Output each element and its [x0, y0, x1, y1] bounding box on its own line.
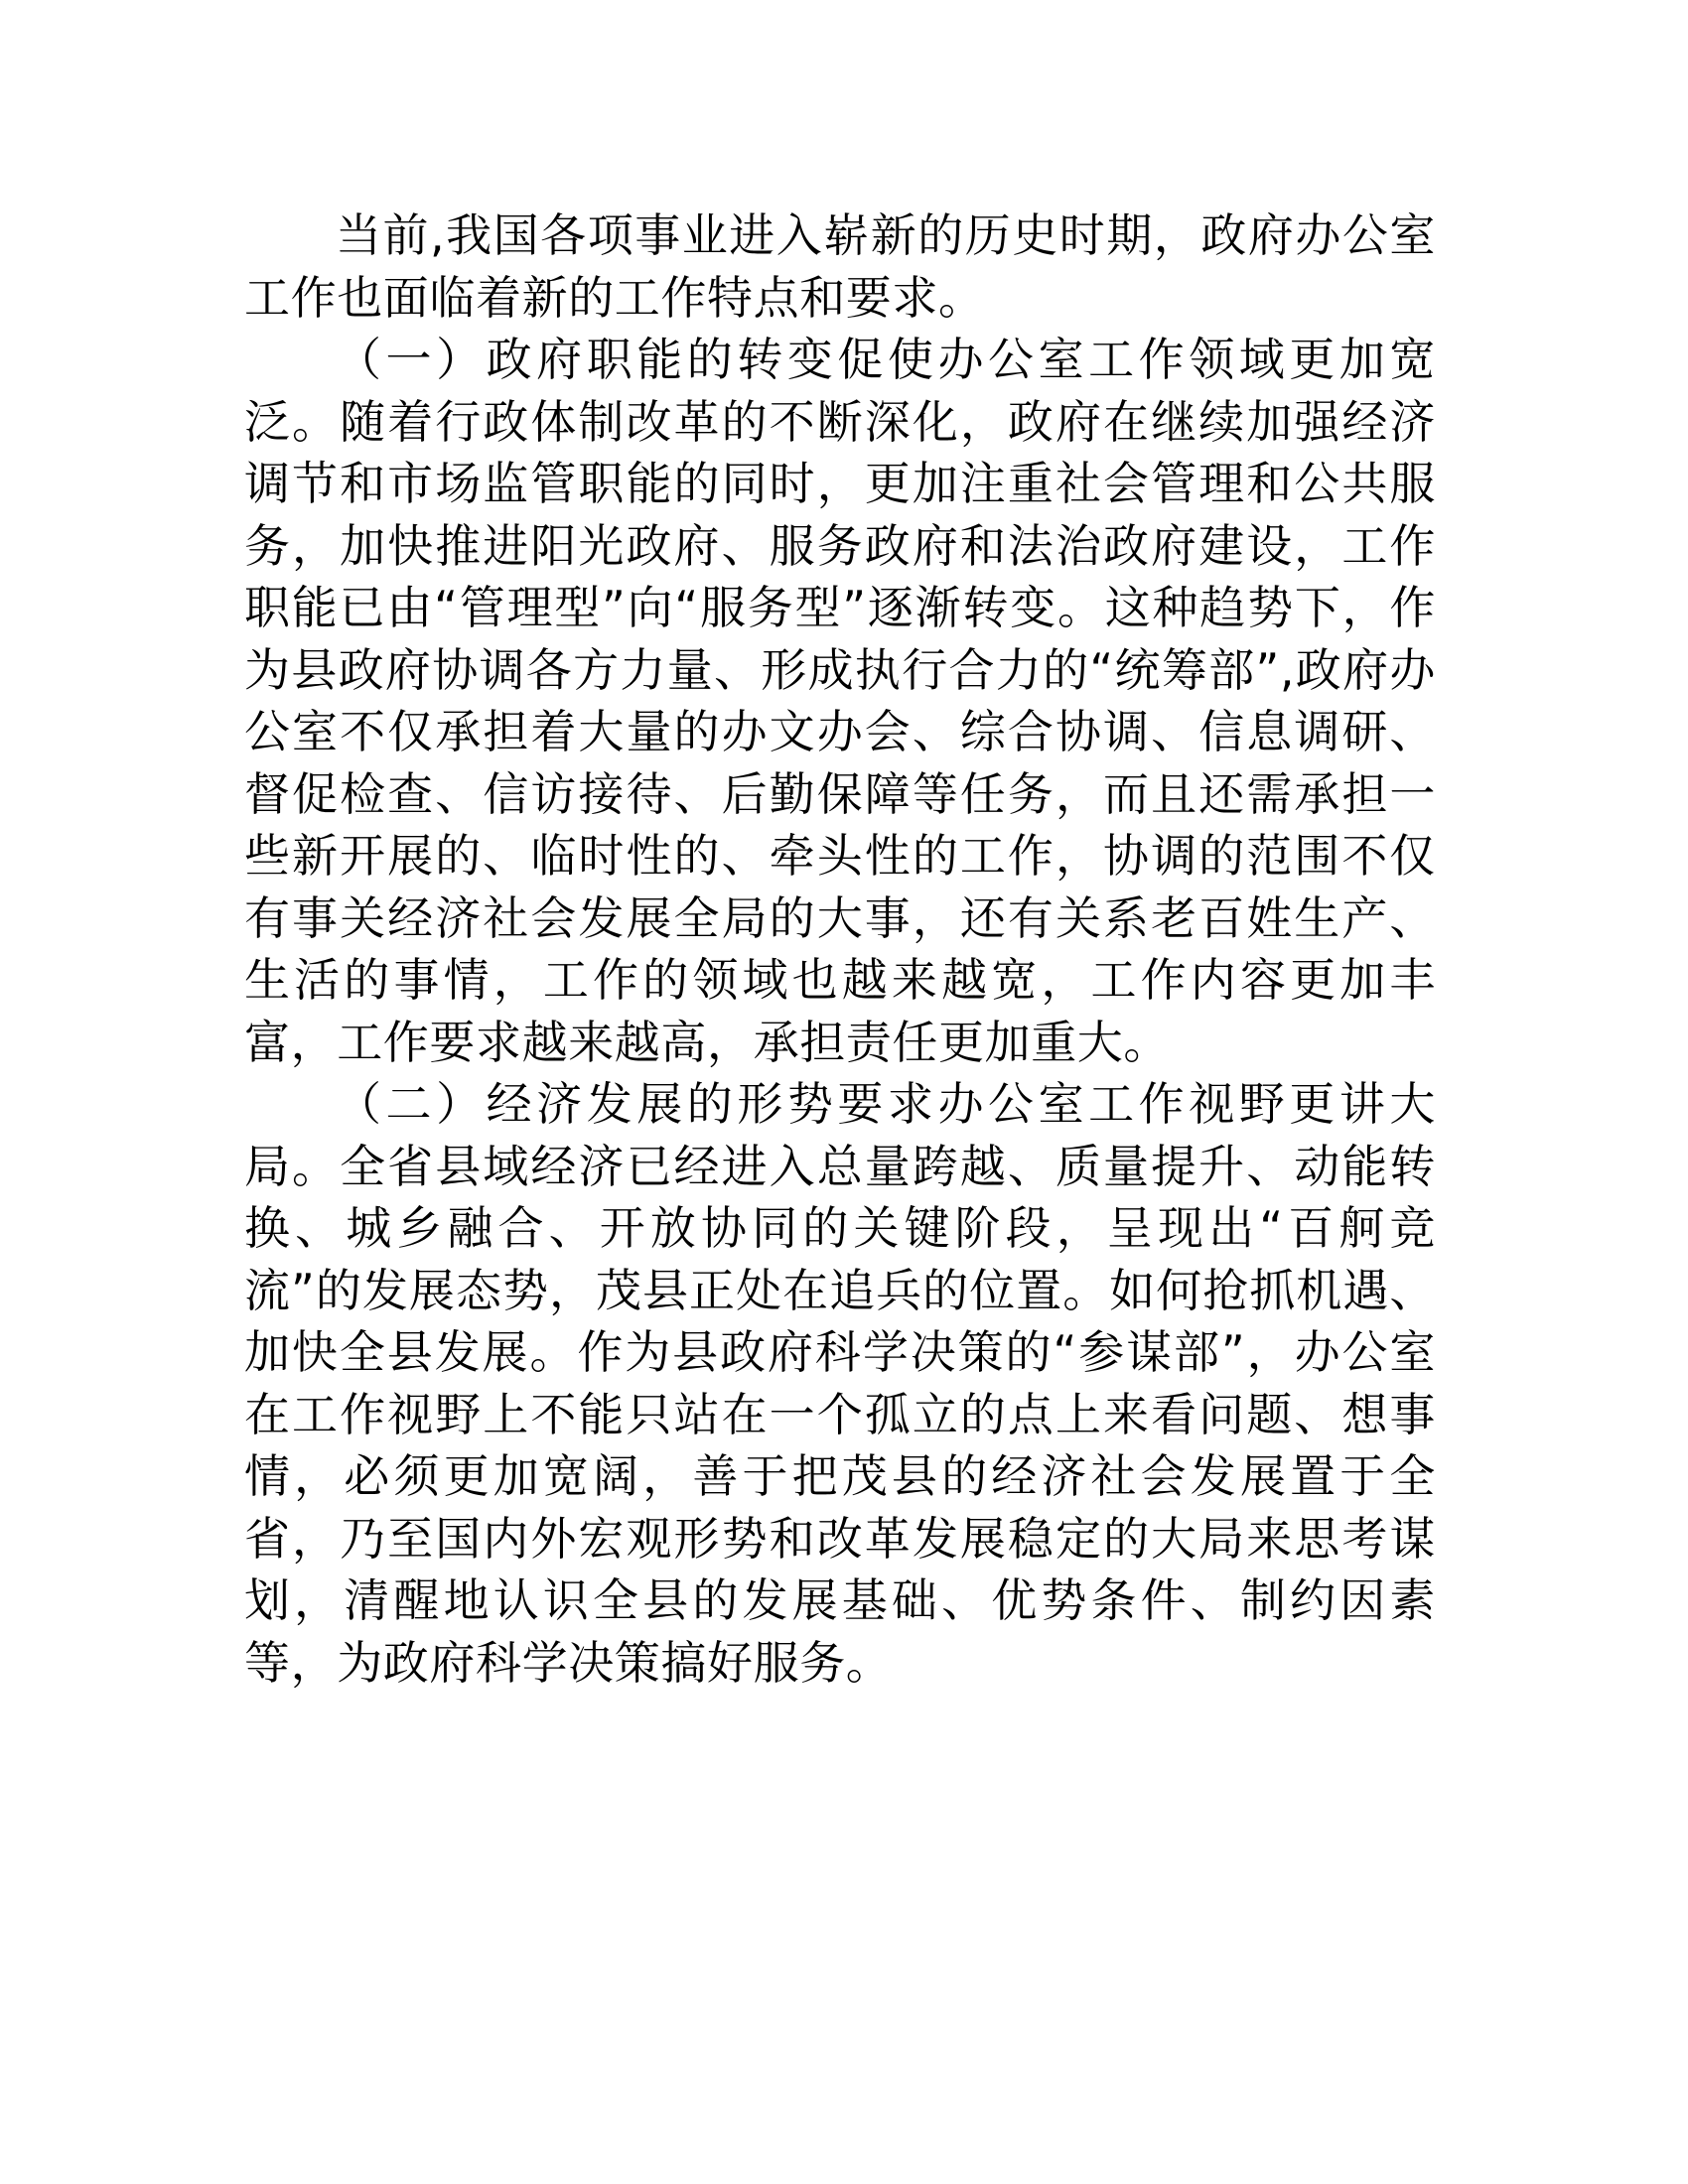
paragraph-intro: 当前,我国各项事业进入崭新的历史时期，政府办公室工作也面临着新的工作特点和要求。: [244, 208, 1436, 325]
paragraph-section-2: （二）经济发展的形势要求办公室工作视野更讲大局。全省县域经济已经进入总量跨越、质量提升、动能转换、城乡融合、开放协同的关键阶段，呈现出“百舸竞流”的发展态势，茂县正处在追兵的位置。如何抢抓机遇、加快全县发展。作为县政府科学决策的“参谋部”，办公室在工作视野上不能只站在一个孤立的点上来看问题、想事情，必须更加宽阔，善于把茂县的经济社会发展置于全省，乃至国内外宏观形势和改革发展稳定的大局来思考谋划，清醒地认识全县的发展基础、优势条件、制约因素等，为政府科学决策搞好服务。: [244, 1077, 1436, 1690]
document-body: [244, 205, 1436, 1694]
paragraph-section-1: （一）政府职能的转变促使办公室工作领域更加宽泛。随着行政体制改革的不断深化，政府在继续加强经济调节和市场监管职能的同时，更加注重社会管理和公共服务，加快推进阳光政府、服务政府和法治政府建设，工作职能已由“管理型”向“服务型”逐渐转变。这种趋势下，作为县政府协调各方力量、形成执行合力的“统筹部”,政府办公室不仅承担着大量的办文办会、综合协调、信息调研、督促检查、信访接待、后勤保障等任务，而且还需承担一些新开展的、临时性的、牵头性的工作，协调的范围不仅有事关经济社会发展全局的大事，还有关系老百姓生产、生活的事情，工作的领域也越来越宽，工作内容更加丰富，工作要求越来越高，承担责任更加重大。: [244, 333, 1436, 1069]
